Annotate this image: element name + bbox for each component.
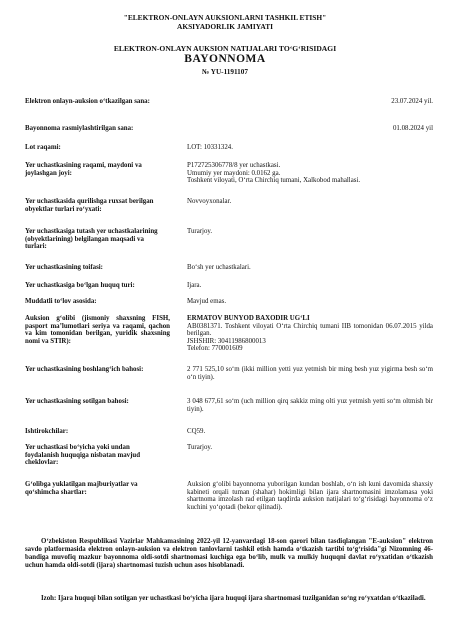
organization-name-line1: "ELEKTRON-ONLAYN AUKSIONLARNI TASHKIL ETISH" xyxy=(123,13,327,22)
lot-value: LOT: 10331324. xyxy=(187,144,233,151)
note-paragraph xyxy=(25,595,433,603)
plot-label: Yer uchastkasining raqami, maydoni va joylashgan joyi: xyxy=(25,162,142,177)
permitted-objects-label: Yer uchastkasida qurilishga ruxsat berilgan obyektlar turlari ro‘yxati: xyxy=(25,198,154,213)
legal-basis-paragraph xyxy=(25,538,433,570)
winner-passport: AB0381371. Toshkent viloyati O‘rta Chirchiq tumani IIB tomonidan 06.07.2015 yilda berilgan. xyxy=(187,322,433,338)
start-price-value: 2 771 525,10 so‘m (ikki million yetti yuz yetmish bir ming besh yuz yigirma besh so‘m o‘n tiyin). xyxy=(187,366,433,381)
participants-value: CQ59. xyxy=(187,428,206,435)
participants-label: Ishtirokchilar: xyxy=(25,428,69,435)
lot-label: Lot raqami: xyxy=(25,144,61,151)
right-type-value: Ijara. xyxy=(187,282,202,289)
winner-label: Auksion g‘olibi (jismoniy shaxsning FISH, pasport ma’lumotlari seriya va raqami, qachon va kim tomonidan berilgan, yuridik shaxsning nomi va STIR): xyxy=(25,315,170,345)
organization-name xyxy=(0,14,450,31)
document-heading: ELEKTRON-ONLAYN AUKSION NATIJALARI TO‘G‘RISIDAGI xyxy=(113,44,337,53)
restrictions-label: Yer uchastkasi bo‘yicha yoki undan foydalanish huquqiga nisbatan mavjud cheklovlar: xyxy=(25,444,141,467)
obligations-label: G‘olibga yuklatilgan majburiyatlar va qo‘shimcha shartlar: xyxy=(25,481,138,496)
document-number: № YU-1191107 xyxy=(202,68,248,76)
plot-type-value: Bo‘sh yer uchastkalari. xyxy=(187,264,251,271)
term-label: Muddatli to‘lov asosida: xyxy=(25,298,97,305)
plot-location: Toshkent viloyati, O‘rta Chirchiq tumani, Xalkobod mahallasi. xyxy=(187,177,361,185)
sale-price-label: Yer uchastkasining sotilgan bahosi: xyxy=(25,398,129,405)
winner-phone: Telefon: 770001609 xyxy=(187,345,243,353)
permitted-objects-value: Novvoyxonalar. xyxy=(187,198,232,205)
start-price-label: Yer uchastkasining boshlang‘ich bahosi: xyxy=(25,366,144,373)
plot-value xyxy=(187,162,433,185)
note-text: Izoh: Ijara huquqi bilan sotilgan yer uchastkasi bo‘yicha ijara huquqi ijara shartnomasi tuzilganidan so‘ng ro‘yxatdan o‘tkaziladi. xyxy=(41,595,426,602)
plot-type-label: Yer uchastkasining toifasi: xyxy=(25,264,103,271)
protocol-date-label: Bayonnoma rasmiylashtirilgan sana: xyxy=(25,125,134,132)
winner-value xyxy=(187,315,433,353)
purpose-label: Yer uchastkasiga tutash yer uchastkalarining (obyektlarining) belgilangan maqsadi va turlari: xyxy=(25,228,158,251)
document-title: BAYONNOMA xyxy=(184,53,266,65)
right-type-label: Yer uchastkasiga bo‘lgan huquq turi: xyxy=(25,282,135,289)
sale-price-value: 3 048 677,61 so‘m (uch million qirq sakkiz ming olti yuz yetmish yetti so‘m oltmish bir tiyin). xyxy=(187,398,433,413)
obligations-value: Auksion g‘olibi bayonnoma yuborilgan kundan boshlab, o‘n ish kuni davomida shaxsiy kabineti orqali tuman (shahar) hokimligi bilan ijara shartnomasini imzolamasa yoki shartnoma imzolash rad etilgan taqdirda auksion natijalari to‘g‘risidagi bayonnoma o‘z kuchini yo‘qotadi (bekor qilinadi). xyxy=(187,481,433,511)
plot-number: P172725306778/8 yer uchastkasi. xyxy=(187,162,281,169)
organization-name-line2: AKSIYADORLIK JAMIYATI xyxy=(176,21,274,31)
winner-name: ERMATOV BUNYOD BAXODIR UG‘LI xyxy=(187,315,310,322)
protocol-date-value: 01.08.2024 yil xyxy=(392,125,433,132)
legal-basis-text: O‘zbekiston Respublikasi Vazirlar Mahkamasining 2022-yil 12-yanvardagi 18-son qarori bilan tasdiqlangan "E-auksion" elektron savdo platformasida elektron onlayn-auksion va elektron tanlovlarni tashkil etish hamda o‘tkazish tartibi to‘g‘risida"gi Nizomning 46-bandiga muvofiq mazkur bayonnoma oldi-sotdi shartnomasi kuchiga ega bo‘lib, mulk va mulkiy huquqni davlat ro‘yxatidan o‘tkazish uchun hamda oldi-sotdi (ijara) shartnomasi tuzish uchun asos hisoblanadi. xyxy=(25,538,433,569)
purpose-value: Turarjoy. xyxy=(187,228,213,235)
auction-date-value: 23.07.2024 yil. xyxy=(391,98,433,105)
auction-date-label: Elektron onlayn-auksion o‘tkazilgan sana: xyxy=(25,98,150,105)
term-value: Mavjud emas. xyxy=(187,298,227,305)
restrictions-value: Turarjoy. xyxy=(187,444,213,451)
winner-jshshir: JSHSHIR: 30411986800013 xyxy=(187,337,266,345)
plot-area: Umumiy yer maydoni: 0.0162 ga. xyxy=(187,169,281,177)
